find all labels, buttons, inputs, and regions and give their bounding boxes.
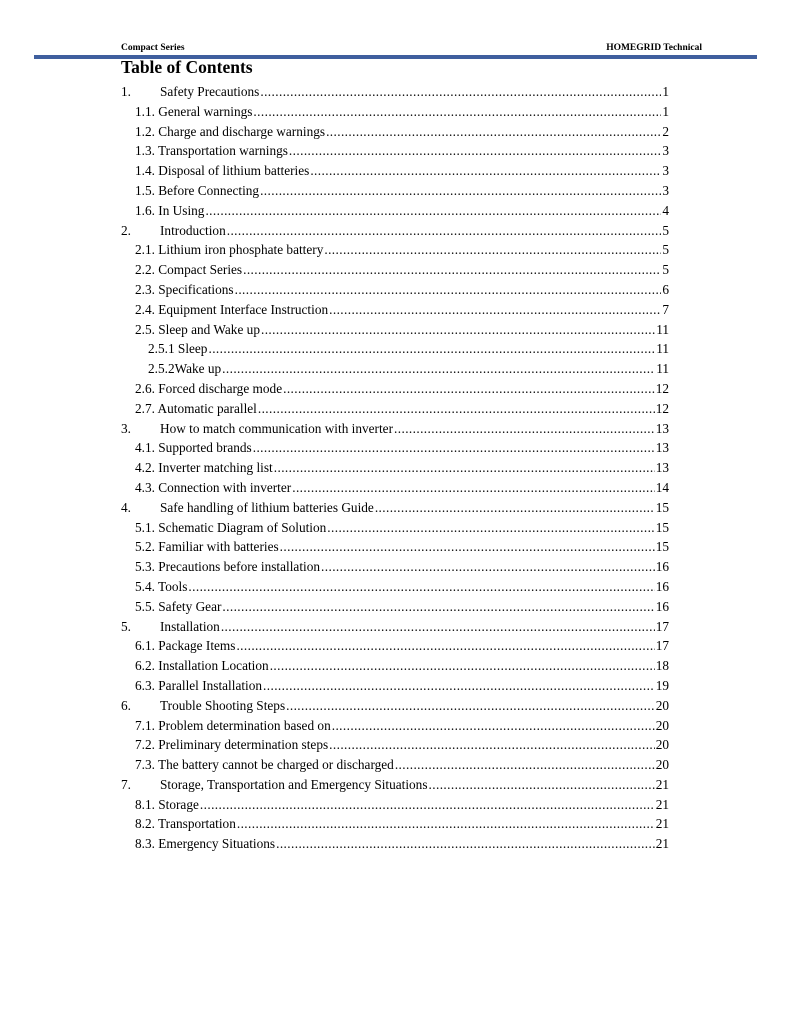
toc-dot-leader bbox=[274, 458, 655, 478]
toc-entry[interactable] bbox=[121, 478, 669, 498]
toc-entry-page-number: 7 bbox=[662, 301, 669, 317]
toc-entry[interactable] bbox=[121, 834, 669, 854]
toc-entry[interactable] bbox=[121, 458, 669, 478]
toc-dot-leader bbox=[260, 181, 661, 201]
toc-entry-label: Introduction bbox=[160, 222, 226, 238]
toc-entry-page-number: 4 bbox=[662, 202, 669, 218]
toc-dot-leader bbox=[222, 359, 655, 379]
toc-entry-number: 6. bbox=[121, 697, 131, 713]
toc-entry[interactable] bbox=[121, 617, 669, 637]
toc-dot-leader bbox=[270, 656, 655, 676]
toc-entry-page-number: 19 bbox=[655, 677, 669, 693]
toc-dot-leader bbox=[235, 280, 662, 300]
toc-entry-label: 1.2. Charge and discharge warnings bbox=[135, 123, 326, 139]
toc-entry-label: 6.2. Installation Location bbox=[135, 658, 269, 674]
toc-dot-leader bbox=[286, 696, 655, 716]
toc-entry-page-number: 5 bbox=[662, 242, 669, 258]
toc-entry-page-number: 5 bbox=[662, 222, 669, 238]
toc-entry-label: 1.5. Before Connecting bbox=[135, 182, 260, 198]
toc-entry-label: Safety Precautions bbox=[160, 84, 260, 99]
toc-dot-leader bbox=[283, 379, 655, 399]
toc-entry[interactable] bbox=[121, 300, 669, 320]
toc-entry-page-number: 18 bbox=[655, 658, 669, 674]
toc-dot-leader bbox=[222, 597, 654, 617]
toc-dot-leader bbox=[329, 735, 655, 755]
toc-entry-label: 4.2. Inverter matching list bbox=[135, 460, 273, 476]
toc-entry-number: 4. bbox=[121, 499, 131, 515]
toc-entry-label: 5.4. Tools bbox=[135, 578, 188, 594]
toc-entry-label: 1.4. Disposal of lithium batteries bbox=[135, 163, 310, 179]
toc-dot-leader bbox=[289, 141, 661, 161]
toc-entry-page-number: 6 bbox=[662, 281, 669, 297]
toc-entry-page-number: 3 bbox=[662, 182, 669, 198]
toc-entry-label: 2.3. Specifications bbox=[135, 281, 234, 297]
toc-entry-page-number: 5 bbox=[662, 262, 669, 278]
toc-entry-page-number: 3 bbox=[662, 143, 669, 159]
toc-dot-leader bbox=[394, 419, 655, 439]
toc-dot-leader bbox=[243, 260, 661, 280]
toc-entry-page-number: 13 bbox=[655, 460, 669, 476]
toc-entry-page-number: 21 bbox=[655, 796, 669, 812]
toc-entry-page-number: 20 bbox=[655, 697, 669, 713]
toc-entry-page-number: 1 bbox=[662, 84, 669, 99]
toc-entry-number: 1. bbox=[121, 84, 131, 99]
toc-entry[interactable] bbox=[121, 280, 669, 300]
toc-dot-leader bbox=[208, 339, 655, 359]
toc-entry[interactable] bbox=[121, 775, 669, 795]
toc-entry-label: 6.1. Package Items bbox=[135, 638, 236, 654]
toc-dot-leader bbox=[236, 636, 654, 656]
toc-entry[interactable] bbox=[121, 320, 669, 340]
toc-entry-page-number: 16 bbox=[655, 559, 669, 575]
toc-entry-page-number: 15 bbox=[655, 539, 669, 555]
toc-entry-number: 5. bbox=[121, 618, 131, 634]
toc-entry-page-number: 20 bbox=[655, 757, 669, 773]
toc-entry[interactable] bbox=[121, 122, 669, 142]
toc-dot-leader bbox=[326, 122, 661, 142]
toc-entry-page-number: 16 bbox=[655, 598, 669, 614]
toc-entry-label: 6.3. Parallel Installation bbox=[135, 677, 263, 693]
toc-entry[interactable] bbox=[121, 161, 669, 181]
toc-entry-page-number: 21 bbox=[655, 776, 669, 792]
toc-dot-leader bbox=[263, 676, 655, 696]
toc-entry-label: Installation bbox=[160, 618, 220, 634]
toc-entry[interactable] bbox=[121, 379, 669, 399]
toc-entry[interactable] bbox=[121, 201, 669, 221]
toc-entry-label: 2.4. Equipment Interface Instruction bbox=[135, 301, 329, 317]
toc-entry-label: 1.6. In Using bbox=[135, 202, 205, 218]
toc-entry[interactable] bbox=[121, 141, 669, 161]
toc-entry[interactable] bbox=[121, 577, 669, 597]
toc-entry-page-number: 15 bbox=[655, 519, 669, 535]
toc-entry-label: 1.1. General warnings bbox=[135, 103, 253, 119]
toc-entry-page-number: 1 bbox=[662, 103, 669, 119]
toc-entry-number: 7. bbox=[121, 776, 131, 792]
toc-entry-page-number: 12 bbox=[655, 380, 669, 396]
toc-dot-leader bbox=[253, 438, 655, 458]
toc-dot-leader bbox=[329, 300, 661, 320]
toc-entry-label: 2.5.1 Sleep bbox=[148, 341, 208, 357]
toc-entry-label: 8.1. Storage bbox=[135, 796, 199, 812]
toc-entry-label: Safe handling of lithium batteries Guide bbox=[160, 499, 374, 515]
toc-entry[interactable] bbox=[121, 498, 669, 518]
toc-entry[interactable] bbox=[121, 636, 669, 656]
toc-entry-page-number: 14 bbox=[655, 479, 669, 495]
toc-entry-page-number: 16 bbox=[655, 578, 669, 594]
toc-entry[interactable] bbox=[121, 676, 669, 696]
toc-dot-leader bbox=[227, 221, 662, 241]
toc-dot-leader bbox=[200, 795, 655, 815]
toc-entry-page-number: 20 bbox=[655, 737, 669, 753]
toc-entry-label: 8.2. Transportation bbox=[135, 816, 236, 832]
toc-entry[interactable] bbox=[121, 557, 669, 577]
toc-dot-leader bbox=[258, 399, 655, 419]
toc-entry[interactable] bbox=[121, 656, 669, 676]
toc-entry[interactable] bbox=[121, 82, 669, 102]
toc-entry-label: How to match communication with inverter bbox=[160, 420, 394, 436]
toc-dot-leader bbox=[221, 617, 655, 637]
toc-dot-leader bbox=[205, 201, 661, 221]
toc-entry[interactable] bbox=[121, 419, 669, 439]
toc-entry-page-number: 13 bbox=[655, 420, 669, 436]
toc-entry[interactable] bbox=[121, 181, 669, 201]
toc-dot-leader bbox=[321, 557, 655, 577]
toc-entry[interactable] bbox=[121, 696, 669, 716]
toc-entry-label: 4.3. Connection with inverter bbox=[135, 479, 292, 495]
toc-dot-leader bbox=[429, 775, 655, 795]
toc-entry-page-number: 15 bbox=[655, 499, 669, 515]
toc-entry-label: 2.7. Automatic parallel bbox=[135, 400, 257, 416]
toc-entry[interactable] bbox=[121, 518, 669, 538]
toc-entry-page-number: 2 bbox=[662, 123, 669, 139]
toc-entry-page-number: 20 bbox=[655, 717, 669, 733]
toc-dot-leader bbox=[237, 814, 655, 834]
toc-entry-page-number: 11 bbox=[656, 361, 669, 377]
toc-entry[interactable] bbox=[121, 755, 669, 775]
toc-dot-leader bbox=[292, 478, 654, 498]
table-of-contents bbox=[121, 82, 669, 854]
toc-entry[interactable] bbox=[121, 597, 669, 617]
toc-dot-leader bbox=[327, 518, 654, 538]
toc-entry-number: 3. bbox=[121, 420, 131, 436]
toc-entry-label: 5.5. Safety Gear bbox=[135, 598, 222, 614]
toc-entry-label: 7.2. Preliminary determination steps bbox=[135, 737, 329, 753]
toc-entry[interactable] bbox=[121, 221, 669, 241]
header-series-name: Compact Series bbox=[121, 43, 185, 53]
toc-entry-page-number: 21 bbox=[655, 816, 669, 832]
toc-entry-label: Storage, Transportation and Emergency Situations bbox=[160, 776, 428, 792]
toc-entry-page-number: 12 bbox=[655, 400, 669, 416]
header-doc-category: HOMEGRID Technical bbox=[606, 43, 702, 53]
toc-entry-number: 2. bbox=[121, 222, 131, 238]
toc-dot-leader bbox=[276, 834, 655, 854]
toc-entry-label: 2.6. Forced discharge mode bbox=[135, 380, 283, 396]
toc-dot-leader bbox=[375, 498, 655, 518]
toc-dot-leader bbox=[332, 716, 655, 736]
toc-dot-leader bbox=[324, 240, 661, 260]
toc-entry[interactable] bbox=[121, 814, 669, 834]
toc-entry-label: 7.1. Problem determination based on bbox=[135, 717, 331, 733]
toc-entry-page-number: 17 bbox=[655, 618, 669, 634]
toc-entry[interactable] bbox=[121, 537, 669, 557]
toc-entry-label: 7.3. The battery cannot be charged or discharged bbox=[135, 757, 394, 773]
toc-entry-page-number: 11 bbox=[656, 341, 669, 357]
toc-entry-label: 5.1. Schematic Diagram of Solution bbox=[135, 519, 327, 535]
toc-entry-page-number: 11 bbox=[656, 321, 669, 337]
toc-entry[interactable] bbox=[121, 399, 669, 419]
toc-entry-label: 2.2. Compact Series bbox=[135, 262, 243, 278]
toc-entry[interactable] bbox=[121, 359, 669, 379]
toc-entry-label: 1.3. Transportation warnings bbox=[135, 143, 288, 159]
toc-entry-label: 2.5. Sleep and Wake up bbox=[135, 321, 260, 337]
toc-entry-label: 5.3. Precautions before installation bbox=[135, 559, 321, 575]
toc-entry-label: 4.1. Supported brands bbox=[135, 440, 252, 456]
toc-entry-label: 2.5.2Wake up bbox=[148, 361, 222, 377]
toc-entry-page-number: 17 bbox=[655, 638, 669, 654]
toc-entry-page-number: 13 bbox=[655, 440, 669, 456]
toc-dot-leader bbox=[253, 102, 661, 122]
toc-entry[interactable] bbox=[121, 735, 669, 755]
toc-entry[interactable] bbox=[121, 438, 669, 458]
toc-entry[interactable] bbox=[121, 716, 669, 736]
toc-dot-leader bbox=[310, 161, 661, 181]
toc-entry-page-number: 21 bbox=[655, 836, 669, 852]
toc-entry[interactable] bbox=[121, 260, 669, 280]
toc-dot-leader bbox=[261, 320, 655, 340]
toc-dot-leader bbox=[188, 577, 654, 597]
page-title: Table of Contents bbox=[121, 57, 253, 77]
toc-dot-leader bbox=[260, 82, 661, 102]
toc-entry[interactable] bbox=[121, 795, 669, 815]
toc-entry-page-number: 3 bbox=[662, 163, 669, 179]
toc-entry[interactable] bbox=[121, 240, 669, 260]
toc-dot-leader bbox=[395, 755, 655, 775]
toc-entry[interactable] bbox=[121, 102, 669, 122]
toc-entry-label: 2.1. Lithium iron phosphate battery bbox=[135, 242, 324, 258]
toc-entry[interactable] bbox=[121, 339, 669, 359]
toc-entry-label: 8.3. Emergency Situations bbox=[135, 836, 276, 852]
toc-entry-label: Trouble Shooting Steps bbox=[160, 697, 286, 713]
toc-entry-label: 5.2. Familiar with batteries bbox=[135, 539, 279, 555]
toc-dot-leader bbox=[280, 537, 655, 557]
